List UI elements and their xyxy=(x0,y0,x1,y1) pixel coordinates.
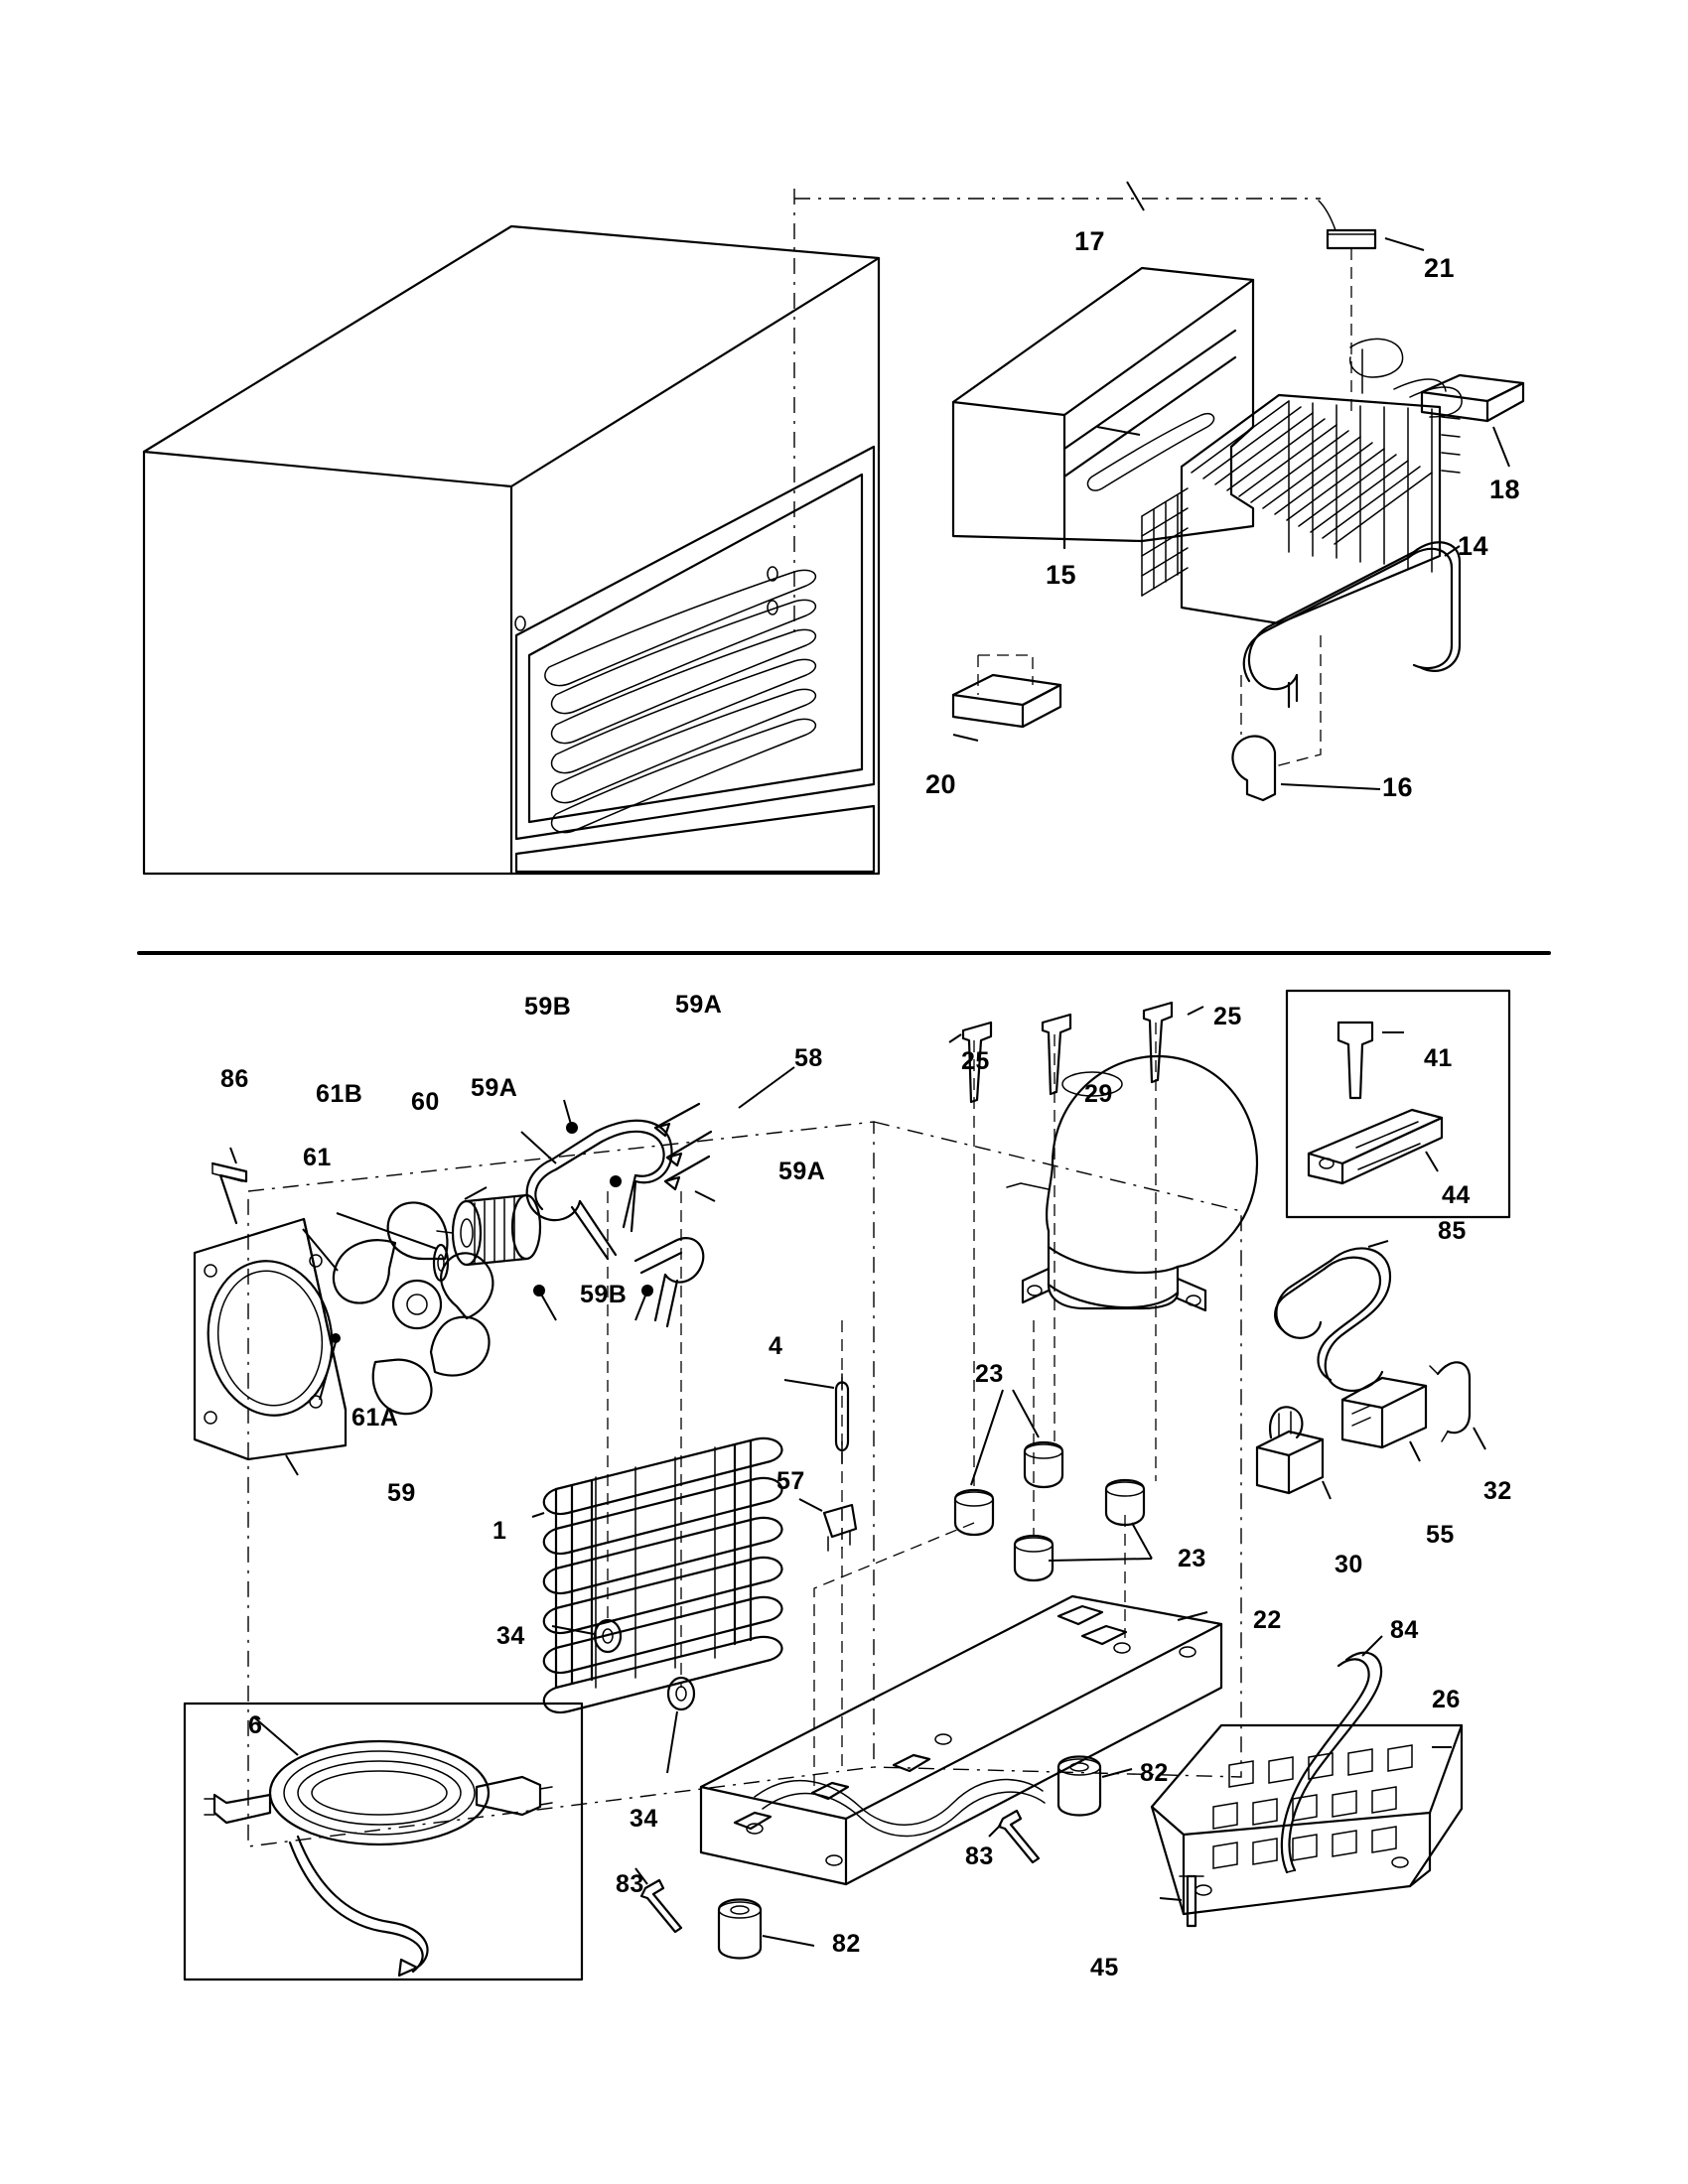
callout-20: 20 xyxy=(925,769,957,799)
part-29-compressor xyxy=(1007,1056,1257,1310)
part-82-roller-b xyxy=(719,1900,761,1959)
callout-30: 30 xyxy=(1335,1551,1363,1578)
callout-59A-c: 59A xyxy=(778,1158,826,1185)
part-18-pad xyxy=(1422,375,1523,421)
callout-26: 26 xyxy=(1432,1686,1461,1713)
callout-25-a: 25 xyxy=(961,1047,990,1075)
inset-box-41-44 xyxy=(1287,991,1509,1217)
part-83-screw-a xyxy=(999,1811,1039,1862)
callout-85: 85 xyxy=(1438,1217,1467,1245)
part-17-cover xyxy=(953,268,1253,548)
callout-82-a: 82 xyxy=(1140,1759,1169,1787)
callout-59A-b: 59A xyxy=(471,1074,518,1102)
callout-32: 32 xyxy=(1483,1477,1512,1505)
part-61-fan-blade xyxy=(334,1202,492,1414)
part-59-fan-shroud xyxy=(195,1219,346,1459)
part-83-screw-b xyxy=(641,1880,681,1932)
callout-61B: 61B xyxy=(316,1080,363,1108)
callout-86: 86 xyxy=(220,1065,249,1093)
part-25-screw-c xyxy=(1144,1003,1172,1082)
callout-44: 44 xyxy=(1442,1181,1471,1209)
callout-45: 45 xyxy=(1090,1954,1119,1981)
part-82-roller-a xyxy=(1058,1757,1100,1816)
part-22-base-pan xyxy=(701,1596,1221,1884)
callout-34-a: 34 xyxy=(496,1622,525,1650)
inset-box-6-power-cord xyxy=(185,1704,582,1979)
callout-15: 15 xyxy=(1046,560,1077,590)
part-26-drain-pan xyxy=(1152,1725,1462,1914)
callout-59B-a: 59B xyxy=(524,993,572,1021)
part-86-clip xyxy=(212,1163,246,1223)
callout-1: 1 xyxy=(492,1517,507,1545)
callout-84: 84 xyxy=(1390,1616,1419,1644)
part-21-plug xyxy=(1319,201,1375,248)
callout-6: 6 xyxy=(248,1711,263,1739)
part-57-clip xyxy=(824,1505,856,1551)
part-55-overload xyxy=(1342,1378,1426,1447)
part-58-pins xyxy=(655,1104,711,1189)
callout-61A: 61A xyxy=(352,1404,399,1432)
callout-83-a: 83 xyxy=(965,1843,994,1870)
callout-58: 58 xyxy=(794,1044,823,1072)
part-84-drain-tube xyxy=(1282,1653,1381,1872)
callout-82-b: 82 xyxy=(832,1930,861,1958)
callout-4: 4 xyxy=(769,1332,783,1360)
part-60-fan-motor xyxy=(437,1195,540,1265)
callout-17: 17 xyxy=(1074,226,1106,256)
callout-61: 61 xyxy=(303,1144,332,1171)
callout-59: 59 xyxy=(387,1479,416,1507)
part-85-tube xyxy=(1275,1248,1390,1390)
callout-23-b: 23 xyxy=(1178,1545,1206,1572)
callout-34-b: 34 xyxy=(630,1805,658,1833)
part-14-bracket xyxy=(1244,542,1460,707)
part-25-screw-b xyxy=(1043,1015,1070,1094)
callout-16: 16 xyxy=(1382,772,1414,802)
callout-23-a: 23 xyxy=(975,1360,1004,1388)
part-1-evaporator xyxy=(544,1438,782,1712)
callout-59B-b: 59B xyxy=(580,1281,628,1308)
part-32-clip xyxy=(1430,1362,1470,1441)
callout-83-b: 83 xyxy=(616,1870,644,1898)
callout-29: 29 xyxy=(1084,1080,1113,1108)
callout-60: 60 xyxy=(411,1088,440,1116)
callout-18: 18 xyxy=(1489,475,1521,504)
callout-59A-a: 59A xyxy=(675,991,723,1019)
part-20-pad xyxy=(953,675,1060,727)
part-30-relay xyxy=(1257,1407,1323,1493)
cabinet-body xyxy=(144,226,879,874)
part-16-bracket xyxy=(1232,737,1275,800)
callout-21: 21 xyxy=(1424,253,1456,283)
callout-14: 14 xyxy=(1458,531,1489,561)
callout-41: 41 xyxy=(1424,1044,1453,1072)
part-15-condenser xyxy=(1142,339,1462,623)
callout-55: 55 xyxy=(1426,1521,1455,1549)
callout-25-b: 25 xyxy=(1213,1003,1242,1030)
callout-22: 22 xyxy=(1253,1606,1282,1634)
callout-57: 57 xyxy=(776,1467,805,1495)
